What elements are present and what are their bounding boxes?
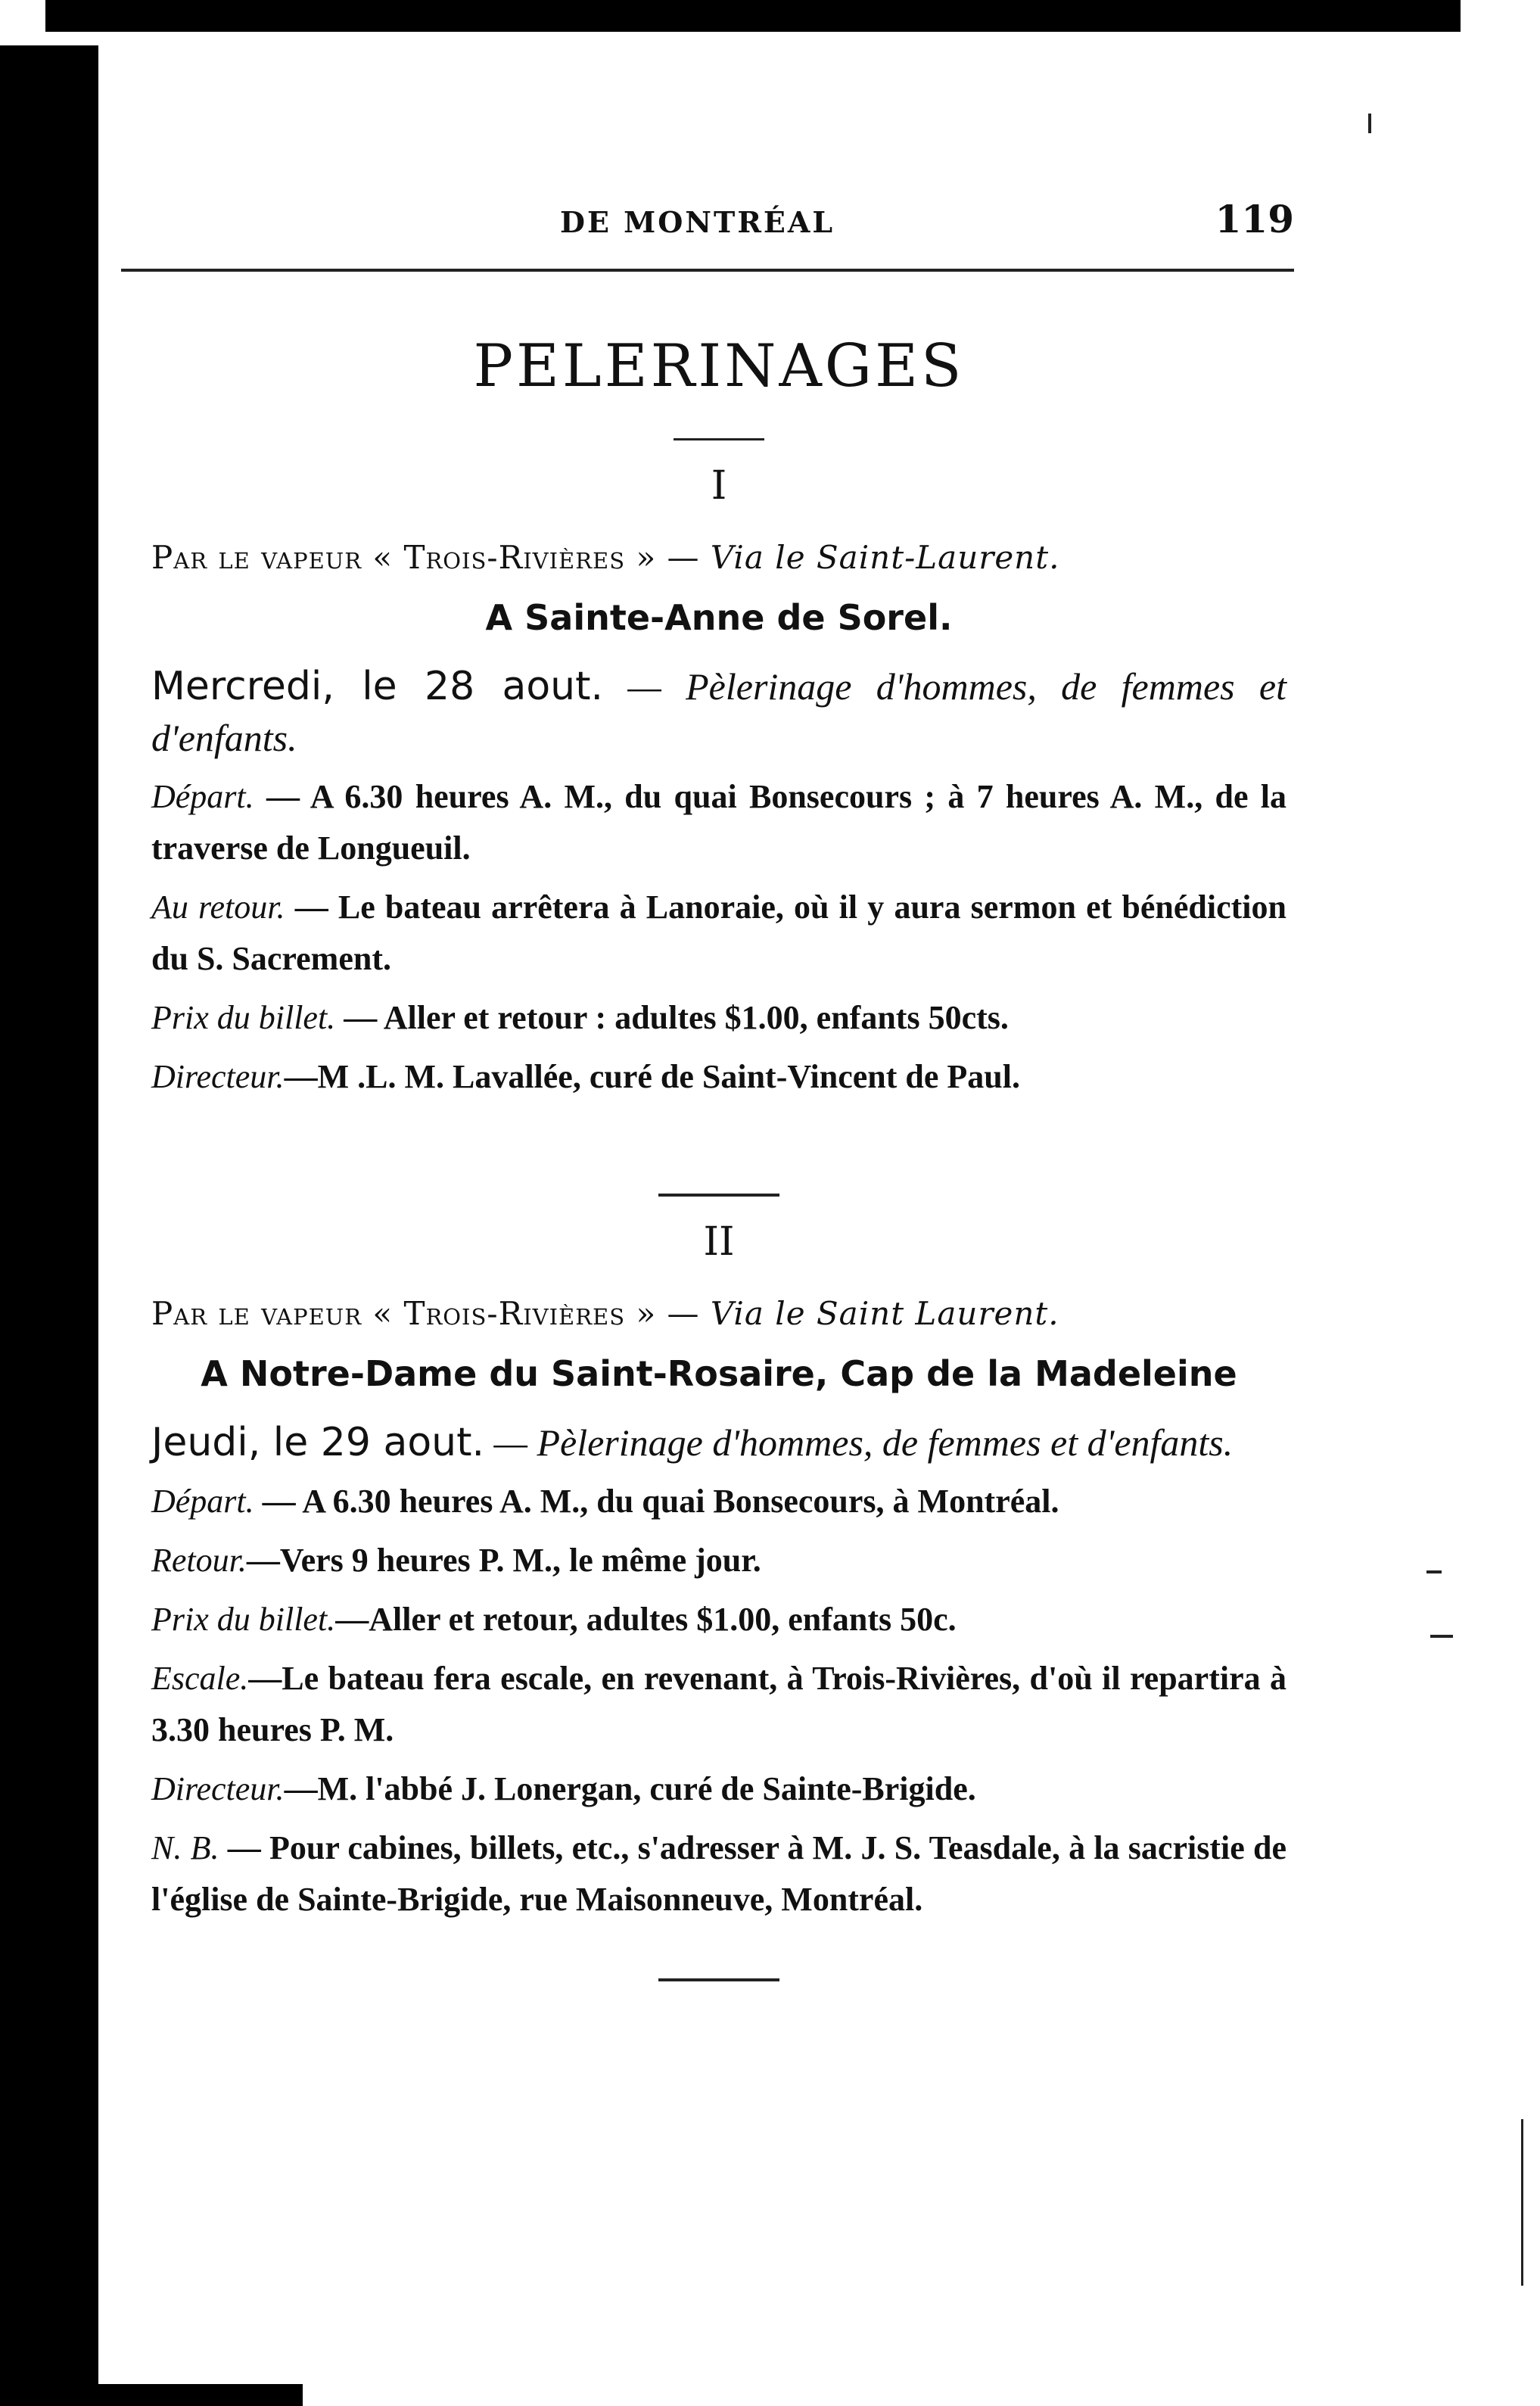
entry-label: Départ. (151, 778, 254, 815)
entry-label: Prix du billet. (151, 999, 336, 1036)
byline-prefix: Par le vapeur « Trois-Rivières » — (151, 539, 711, 576)
scan-speck (1368, 114, 1371, 133)
closing-rule (658, 1978, 779, 1981)
entry (151, 882, 1286, 985)
date-rest: — Pèlerinage d'hommes, de femmes et d'enfants. (484, 1421, 1234, 1464)
entry (151, 1653, 1286, 1756)
entry (151, 992, 1286, 1044)
byline-via: Via le Saint Laurent. (710, 1295, 1059, 1332)
entry-text: — Le bateau arrêtera à Lanoraie, où il y aura sermon et bénédiction du S. Sacrement. (151, 889, 1286, 977)
date-main: Mercredi, le 28 aout. (151, 664, 604, 709)
section-byline (151, 539, 1286, 576)
entry-text: — A 6.30 heures A. M., du quai Bonsecours, à Montréal. (254, 1483, 1059, 1520)
header-rule (121, 269, 1294, 272)
page-header (151, 197, 1294, 241)
entry-text: — A 6.30 heures A. M., du quai Bonsecours ; à 7 heures A. M., de la traverse de Longueuil. (151, 778, 1286, 867)
entry (151, 1051, 1286, 1103)
byline-via: Via le Saint-Laurent. (710, 539, 1060, 576)
date-rest: — Pèlerinage d'hommes, de femmes et d'enfants. (151, 665, 1286, 759)
page-content (151, 197, 1294, 1981)
entry-text: — Pour cabines, billets, etc., s'adresser à M. J. S. Teasdale, à la sacristie de l'église de Sainte-Brigide, rue Maisonneuve, Montréal. (151, 1829, 1286, 1918)
scan-edge-bottom (0, 2384, 303, 2406)
entry-text: —M. l'abbé J. Lonergan, curé de Sainte-Brigide. (284, 1770, 976, 1807)
scan-edge-top (45, 0, 1461, 32)
entry-label: Directeur. (151, 1058, 285, 1095)
date-main: Jeudi, le 29 aout. (151, 1420, 485, 1465)
section-rule (658, 1194, 779, 1197)
page-title: PELERINAGES (473, 332, 965, 400)
section-destination: A Notre-Dame du Saint-Rosaire, Cap de la Madeleine (201, 1353, 1237, 1394)
byline-prefix: Par le vapeur « Trois-Rivières » — (151, 1295, 711, 1332)
entry-label: N. B. (151, 1829, 219, 1866)
entry (151, 1476, 1286, 1527)
section-byline (151, 1295, 1286, 1332)
entry (151, 1535, 1286, 1586)
section-numeral: II (703, 1219, 735, 1265)
section-destination: A Sainte-Anne de Sorel. (485, 597, 953, 638)
section-date (151, 1417, 1286, 1468)
section-date (151, 661, 1286, 764)
entry-label: Escale. (151, 1660, 249, 1697)
scan-speck (1426, 1570, 1442, 1573)
page-number: 119 (1215, 197, 1294, 241)
entry (151, 1763, 1286, 1815)
scan-speck (1430, 1635, 1453, 1638)
entry (151, 771, 1286, 874)
entry-text: —Aller et retour, adultes $1.00, enfants 50c. (335, 1601, 957, 1638)
entry-text: — Aller et retour : adultes $1.00, enfants 50cts. (335, 999, 1009, 1036)
title-rule (674, 438, 764, 440)
entry-text: —Vers 9 heures P. M., le même jour. (246, 1542, 761, 1579)
scan-speck (1521, 2119, 1523, 2286)
running-title: DE MONTRÉAL (560, 205, 835, 239)
entry-label: Au retour. (151, 889, 285, 926)
entry-label: Départ. (151, 1483, 254, 1520)
entry-label: Retour. (151, 1542, 247, 1579)
entry (151, 1822, 1286, 1925)
entry-text: —Le bateau fera escale, en revenant, à Trois-Rivières, d'où il repartira à 3.30 heures P. M. (151, 1660, 1286, 1748)
section-numeral: I (711, 463, 727, 509)
entry (151, 1594, 1286, 1645)
entry-label: Directeur. (151, 1770, 285, 1807)
scan-edge-left (0, 45, 98, 2406)
entry-text: —M .L. M. Lavallée, curé de Saint-Vincent de Paul. (284, 1058, 1020, 1095)
entry-label: Prix du billet. (151, 1601, 336, 1638)
